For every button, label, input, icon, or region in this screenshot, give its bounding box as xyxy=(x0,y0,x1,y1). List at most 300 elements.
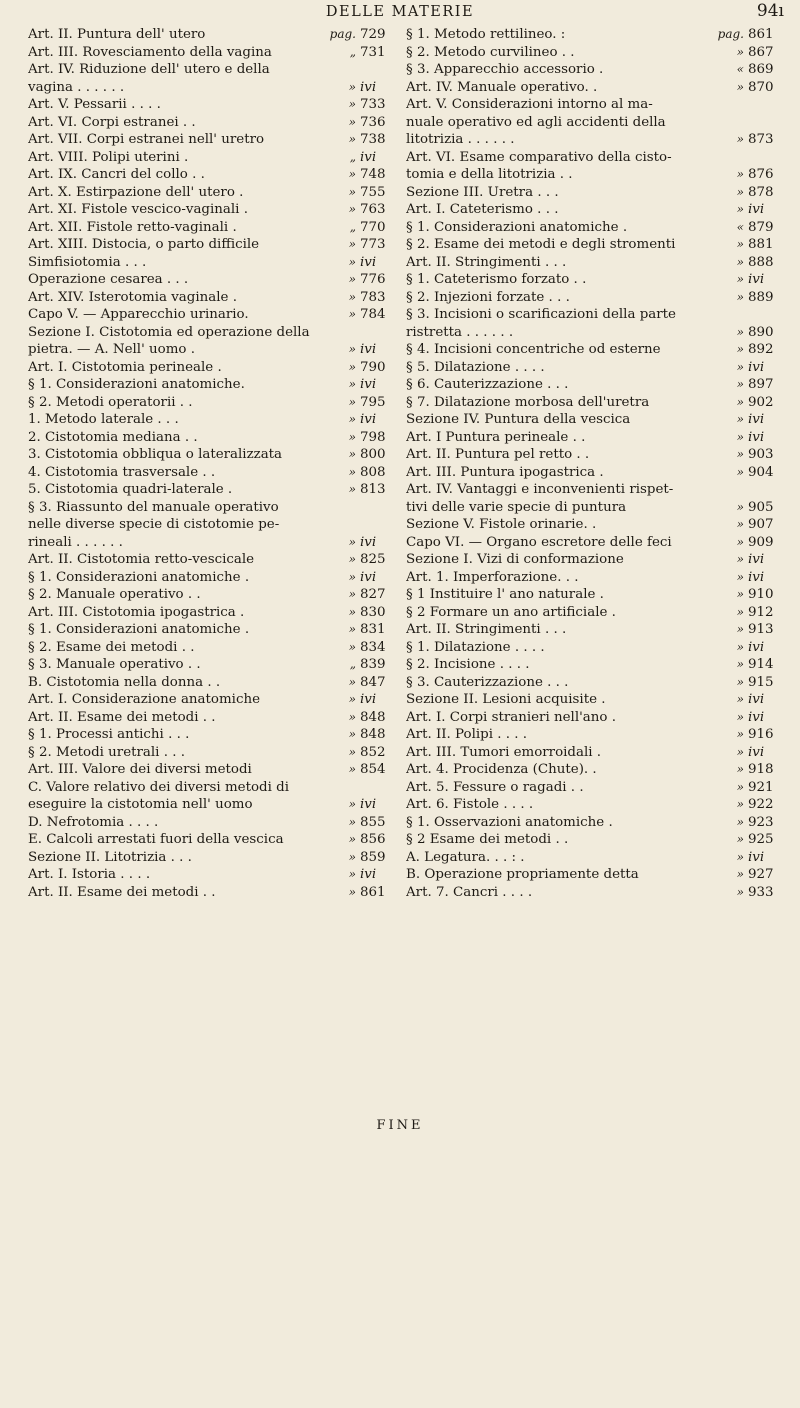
entry-page-ref xyxy=(710,866,776,884)
entry-title: Art. II. Polipi . . . . xyxy=(406,727,528,742)
entry-title: § 2. Metodi uretrali . . . xyxy=(28,744,185,760)
ditto-mark: » xyxy=(736,657,744,671)
page-number-ref: 813 xyxy=(360,482,386,497)
entry-page-ref xyxy=(710,341,776,359)
ditto-mark: » xyxy=(348,464,356,479)
page-number-ref: 852 xyxy=(360,744,386,760)
page-number-ref: ivi xyxy=(748,412,765,427)
page-number-ref: 921 xyxy=(748,779,774,795)
page-number-ref: ivi xyxy=(360,569,377,585)
index-entry xyxy=(406,131,776,149)
entry-page-ref xyxy=(710,446,776,464)
entry-title: Art. III. Valore dei diversi metodi xyxy=(28,762,252,777)
entry-page-ref xyxy=(710,569,776,587)
index-entry xyxy=(28,674,388,692)
entry-title: 2. Cistotomia mediana . . xyxy=(28,429,198,445)
entry-page-ref xyxy=(710,814,776,832)
entry-title: Art. XII. Fistole retto-vaginali . xyxy=(28,219,237,235)
page-number-ref: ivi xyxy=(360,867,377,882)
page-number-ref: 798 xyxy=(360,429,386,445)
entry-page-ref xyxy=(710,849,776,867)
entry-title: B. Cistotomia nella donna . . xyxy=(28,674,221,690)
page-number-ref: 731 xyxy=(360,44,386,60)
ditto-mark: » xyxy=(736,569,744,584)
page-number-ref: 848 xyxy=(360,709,386,725)
entry-title: Art. VII. Corpi estranei nell' uretro xyxy=(28,132,265,147)
entry-title: A. Legatura. . . : . xyxy=(406,849,525,865)
entry-title: rineali . . . . . . xyxy=(28,534,123,550)
ditto-mark: » xyxy=(736,622,744,636)
index-entry xyxy=(28,394,388,412)
page-number-ref: 839 xyxy=(360,657,386,672)
index-entry xyxy=(28,796,388,814)
page-number-ref: 855 xyxy=(360,814,386,830)
entry-title: § 2 Esame dei metodi . . xyxy=(406,832,569,847)
ditto-mark: » xyxy=(348,797,356,811)
page-number-ref: 904 xyxy=(748,464,774,480)
index-entry xyxy=(406,26,776,44)
page-number-ref: 755 xyxy=(360,184,386,200)
page-number-ref: ivi xyxy=(748,429,765,445)
entry-page-ref xyxy=(710,604,776,622)
page-number-ref: ivi xyxy=(360,342,377,357)
index-entry xyxy=(28,184,388,202)
index-entry xyxy=(406,849,776,867)
ditto-mark: » xyxy=(348,237,356,251)
index-entry xyxy=(406,761,776,779)
entry-title: Art. I. Corpi stranieri nell'ano . xyxy=(406,709,616,725)
entry-page-ref xyxy=(710,394,776,412)
ditto-mark: » xyxy=(348,867,356,881)
entry-page-ref xyxy=(322,411,388,429)
entry-page-ref xyxy=(710,621,776,639)
entry-page-ref xyxy=(710,464,776,482)
page-number-ref: 923 xyxy=(748,814,774,830)
index-entry xyxy=(406,96,776,114)
index-entry xyxy=(28,604,388,622)
entry-title: 3. Cistotomia obbliqua o lateralizzata xyxy=(28,447,283,462)
ditto-mark: » xyxy=(348,114,356,129)
page-number-ref: ivi xyxy=(748,202,765,217)
ditto-mark: » xyxy=(736,762,744,776)
ditto-mark: „ xyxy=(349,657,356,671)
page-number-ref: 776 xyxy=(360,272,386,287)
entry-page-ref xyxy=(710,761,776,779)
index-entry xyxy=(28,131,388,149)
page-number-ref: 881 xyxy=(748,237,774,252)
entry-title: Simfisiotomia . . . xyxy=(28,254,147,270)
ditto-mark: » xyxy=(348,622,356,636)
entry-page-ref xyxy=(322,26,388,44)
entry-title: Art. II. Cistotomia retto-vescicale xyxy=(28,552,255,567)
page-number-ref: 795 xyxy=(360,394,386,410)
ditto-mark: » xyxy=(348,377,356,391)
index-entry xyxy=(406,44,776,62)
ditto-mark: » xyxy=(736,44,744,59)
entry-title: § 2. Manuale operativo . . xyxy=(28,587,201,602)
page-number-ref: ivi xyxy=(748,272,765,287)
entry-title: B. Operazione propriamente detta xyxy=(406,867,639,882)
index-entry xyxy=(28,306,388,324)
index-entry xyxy=(28,831,388,849)
page-number-ref: 834 xyxy=(360,639,386,655)
index-entry xyxy=(406,219,776,237)
entry-page-ref xyxy=(322,551,388,569)
entry-title: Art. VIII. Polipi uterini . xyxy=(28,149,189,165)
index-column-right xyxy=(406,26,776,901)
entry-title: Art. 5. Fessure o ragadi . . xyxy=(406,779,584,795)
index-entry xyxy=(28,761,388,779)
index-entry xyxy=(406,866,776,884)
ditto-mark: » xyxy=(736,412,744,426)
index-column-left xyxy=(28,26,388,901)
index-entry xyxy=(406,236,776,254)
index-entry xyxy=(28,411,388,429)
entry-title: 5. Cistotomia quadri-laterale . xyxy=(28,482,233,497)
index-entry xyxy=(406,376,776,394)
entry-page-ref xyxy=(322,621,388,639)
ditto-mark: » xyxy=(348,884,356,899)
ditto-mark: » xyxy=(348,429,356,444)
index-entry xyxy=(28,289,388,307)
entry-page-ref xyxy=(322,201,388,219)
page-number-ref: 825 xyxy=(360,552,386,567)
page-number-ref: 847 xyxy=(360,674,386,690)
index-entry xyxy=(406,656,776,674)
page-number-ref: 918 xyxy=(748,762,774,777)
entry-title: Sezione IV. Puntura della vescica xyxy=(406,412,631,427)
page-number-ref: 914 xyxy=(748,657,774,672)
page-number-ref: 854 xyxy=(360,762,386,777)
page-number: 94ı xyxy=(756,1,784,21)
entry-title: 4. Cistotomia trasversale . . xyxy=(28,464,216,480)
page-number-ref: 869 xyxy=(748,62,774,77)
entry-title: ristretta . . . . . . xyxy=(406,324,514,340)
ditto-mark: » xyxy=(348,307,356,321)
ditto-mark: » xyxy=(348,727,356,741)
ditto-mark: » xyxy=(348,814,356,829)
index-entry xyxy=(406,621,776,639)
entry-page-ref xyxy=(322,394,388,412)
page-number-ref: 856 xyxy=(360,832,386,847)
entry-title: § 1. Considerazioni anatomiche . xyxy=(28,569,250,585)
entry-page-ref xyxy=(710,184,776,202)
page-number-ref: 830 xyxy=(360,604,386,620)
index-entry xyxy=(406,691,776,709)
page-number-ref: 736 xyxy=(360,114,386,130)
index-entry xyxy=(28,166,388,184)
entry-page-ref xyxy=(322,44,388,62)
ditto-mark: » xyxy=(736,534,744,549)
entry-title: Sezione III. Uretra . . . xyxy=(406,184,559,200)
index-entry xyxy=(28,341,388,359)
entry-page-ref xyxy=(710,201,776,219)
index-entry xyxy=(28,551,388,569)
entry-page-ref xyxy=(710,166,776,184)
entry-page-ref xyxy=(710,779,776,797)
index-entry xyxy=(406,499,776,517)
entry-title: Art. II. Esame dei metodi . . xyxy=(28,709,216,725)
ditto-mark: » xyxy=(348,97,356,111)
entry-title: Art. II. Stringimenti . . . xyxy=(406,254,567,270)
page-number-ref: 861 xyxy=(748,27,774,42)
ditto-mark: » xyxy=(736,237,744,251)
index-entry xyxy=(28,324,388,342)
entry-title: § 3. Riassunto del manuale operativo xyxy=(28,499,279,515)
ditto-mark: » xyxy=(736,394,744,409)
ditto-mark: » xyxy=(736,674,744,689)
ditto-mark: „ xyxy=(349,149,356,164)
entry-title: Art. I. Istoria . . . . xyxy=(28,867,151,882)
entry-page-ref xyxy=(710,324,776,342)
ditto-mark: » xyxy=(736,639,744,654)
index-entry xyxy=(406,464,776,482)
entry-page-ref xyxy=(710,639,776,657)
page-number-ref: ivi xyxy=(748,359,765,375)
index-entry xyxy=(406,674,776,692)
ditto-mark: » xyxy=(736,587,744,601)
entry-title: § 1. Considerazioni anatomiche . xyxy=(406,219,628,235)
entry-page-ref xyxy=(710,551,776,569)
ditto-mark: » xyxy=(348,587,356,601)
page-number-ref: 729 xyxy=(360,27,386,42)
entry-page-ref xyxy=(322,271,388,289)
entry-title: Art. I. Cateterismo . . . xyxy=(406,202,559,217)
entry-title: Art. XIII. Distocia, o parto difficile xyxy=(28,237,260,252)
page-number-ref: ivi xyxy=(748,849,765,865)
ditto-mark: » xyxy=(736,709,744,724)
index-entry xyxy=(28,429,388,447)
entry-page-ref xyxy=(322,149,388,167)
entry-page-ref xyxy=(322,166,388,184)
entry-title: § 2 Formare un ano artificiale . xyxy=(406,604,616,620)
entry-page-ref xyxy=(710,499,776,517)
ditto-mark: » xyxy=(348,132,356,146)
entry-page-ref xyxy=(322,639,388,657)
ditto-mark: » xyxy=(736,727,744,741)
ditto-mark: » xyxy=(736,359,744,374)
entry-title: § 1. Processi antichi . . . xyxy=(28,727,190,742)
ditto-mark: « xyxy=(736,219,744,234)
entry-title: Art. VI. Esame comparativo della cisto- xyxy=(406,149,672,165)
page-number-ref: ivi xyxy=(360,692,377,707)
ditto-mark: pag. xyxy=(717,27,744,41)
page-number-ref: 933 xyxy=(748,884,774,900)
index-entry xyxy=(406,586,776,604)
index-entry xyxy=(28,656,388,674)
index-entry xyxy=(406,394,776,412)
entry-title: tivi delle varie specie di puntura xyxy=(406,499,627,515)
entry-page-ref xyxy=(322,761,388,779)
index-entry xyxy=(28,359,388,377)
entry-page-ref xyxy=(322,866,388,884)
ditto-mark: » xyxy=(348,79,356,94)
entry-title: Art. X. Estirpazione dell' utero . xyxy=(28,184,244,200)
entry-title: § 1 Instituire l' ano naturale . xyxy=(406,587,604,602)
entry-title: § 1. Considerazioni anatomiche. xyxy=(28,377,245,392)
index-entry xyxy=(28,814,388,832)
entry-page-ref xyxy=(322,481,388,499)
page-number-ref: 889 xyxy=(748,289,774,305)
entry-page-ref xyxy=(710,709,776,727)
entry-page-ref xyxy=(710,691,776,709)
ditto-mark: » xyxy=(736,884,744,899)
entry-title: § 3. Apparecchio accessorio . xyxy=(406,62,604,77)
entry-title: § 2. Metodi operatorii . . xyxy=(28,394,193,410)
entry-page-ref xyxy=(322,464,388,482)
entry-title: tomia e della litotrizia . . xyxy=(406,167,573,182)
page-number-ref: ivi xyxy=(748,569,765,585)
page-number-ref: 831 xyxy=(360,622,386,637)
page-number-ref: 922 xyxy=(748,797,774,812)
entry-title: Art. V. Pessarii . . . . xyxy=(28,97,161,112)
index-entry xyxy=(406,481,776,499)
entry-title: § 1. Metodo rettilineo. : xyxy=(406,27,566,42)
entry-title: Art. IX. Cancri del collo . . xyxy=(28,167,205,182)
page-number-ref: 783 xyxy=(360,289,386,305)
index-entry xyxy=(406,341,776,359)
page-number-ref: 912 xyxy=(748,604,774,620)
index-entry xyxy=(406,831,776,849)
ditto-mark: » xyxy=(348,552,356,566)
entry-page-ref xyxy=(710,254,776,272)
page-number-ref: 905 xyxy=(748,499,774,515)
page-number-ref: 879 xyxy=(748,219,774,235)
index-entry xyxy=(406,884,776,902)
entry-page-ref xyxy=(322,289,388,307)
index-entry xyxy=(28,516,388,534)
page-number-ref: 915 xyxy=(748,674,774,690)
index-entry xyxy=(28,481,388,499)
page-number-ref: 748 xyxy=(360,167,386,182)
entry-title: Art. 7. Cancri . . . . xyxy=(406,884,533,900)
page-number-ref: ivi xyxy=(360,534,377,550)
entry-page-ref xyxy=(322,96,388,114)
entry-page-ref xyxy=(710,516,776,534)
index-entry xyxy=(406,429,776,447)
entry-page-ref xyxy=(322,534,388,552)
entry-page-ref xyxy=(322,376,388,394)
entry-page-ref xyxy=(322,359,388,377)
index-entry xyxy=(406,271,776,289)
entry-page-ref xyxy=(710,131,776,149)
index-entry xyxy=(28,621,388,639)
ditto-mark: » xyxy=(348,744,356,759)
index-entry xyxy=(28,849,388,867)
index-entry xyxy=(406,411,776,429)
index-entry xyxy=(406,726,776,744)
entry-title: Art. III. Tumori emorroidali . xyxy=(406,744,602,760)
entry-title: Art. I. Cistotomia perineale . xyxy=(28,359,222,375)
index-entry xyxy=(28,254,388,272)
index-entry xyxy=(406,709,776,727)
page-number-ref: 733 xyxy=(360,97,386,112)
page-number-ref: 925 xyxy=(748,832,774,847)
entry-title: § 1. Dilatazione . . . . xyxy=(406,639,545,655)
index-entry xyxy=(28,691,388,709)
entry-title: § 1. Considerazioni anatomiche . xyxy=(28,622,250,637)
index-entry xyxy=(406,306,776,324)
entry-title: § 1. Cateterismo forzato . . xyxy=(406,272,587,287)
entry-page-ref xyxy=(322,446,388,464)
entry-title: § 2. Metodo curvilineo . . xyxy=(406,44,575,60)
index-entry xyxy=(406,516,776,534)
index-entry xyxy=(28,639,388,657)
entry-title: E. Calcoli arrestati fuori della vescica xyxy=(28,832,284,847)
page-number-ref: 861 xyxy=(360,884,386,900)
entry-page-ref xyxy=(710,744,776,762)
ditto-mark: » xyxy=(348,762,356,776)
entry-title: Art. III. Puntura ipogastrica . xyxy=(406,464,604,480)
page-number-ref: ivi xyxy=(748,744,765,760)
entry-page-ref xyxy=(322,884,388,902)
entry-page-ref xyxy=(322,726,388,744)
index-entry xyxy=(406,254,776,272)
ditto-mark: » xyxy=(736,79,744,94)
page-number-ref: ivi xyxy=(748,552,765,567)
entry-title: § 5. Dilatazione . . . . xyxy=(406,359,545,375)
page-number-ref: 867 xyxy=(748,44,774,60)
entry-title: Capo VI. — Organo escretore delle feci xyxy=(406,534,672,550)
entry-title: Art. V. Considerazioni intorno al ma- xyxy=(406,97,653,112)
ditto-mark: » xyxy=(736,814,744,829)
entry-page-ref xyxy=(322,236,388,254)
page-number-ref: 827 xyxy=(360,587,386,602)
index-entry xyxy=(406,779,776,797)
entry-title: Art. I Puntura perineale . . xyxy=(406,429,586,445)
entry-page-ref xyxy=(710,376,776,394)
entry-page-ref xyxy=(322,656,388,674)
entry-title: Art. IV. Manuale operativo. . xyxy=(406,79,598,95)
entry-page-ref xyxy=(322,849,388,867)
ditto-mark: » xyxy=(736,184,744,199)
index-entry xyxy=(28,114,388,132)
entry-page-ref xyxy=(322,306,388,324)
page-number-ref: ivi xyxy=(748,692,765,707)
page-number-ref: 876 xyxy=(748,167,774,182)
entry-title: Art. II. Esame dei metodi . . xyxy=(28,884,216,900)
entry-title: Sezione V. Fistole orinarie. . xyxy=(406,517,597,532)
entry-title: pietra. — A. Nell' uomo . xyxy=(28,342,195,357)
entry-page-ref xyxy=(710,26,776,44)
entry-page-ref xyxy=(322,219,388,237)
entry-title: Art. III. Rovesciamento della vagina xyxy=(28,44,272,60)
page-number-ref: 897 xyxy=(748,377,774,392)
entry-title: § 2. Esame dei metodi e degli stromenti xyxy=(406,237,676,252)
entry-page-ref xyxy=(322,254,388,272)
entry-page-ref xyxy=(322,674,388,692)
entry-page-ref xyxy=(322,709,388,727)
ditto-mark: » xyxy=(348,202,356,216)
entry-page-ref xyxy=(322,131,388,149)
entry-title: § 2. Injezioni forzate . . . xyxy=(406,289,570,305)
ditto-mark: » xyxy=(736,744,744,759)
ditto-mark: » xyxy=(348,167,356,181)
page-number-ref: 888 xyxy=(748,254,774,270)
finis: FINE xyxy=(376,1118,424,1133)
entry-page-ref xyxy=(322,814,388,832)
entry-page-ref xyxy=(710,586,776,604)
page-number-ref: 773 xyxy=(360,237,386,252)
entry-title: nelle diverse specie di cistotomie pe- xyxy=(28,517,280,532)
entry-title: Art. IV. Vantaggi e inconvenienti rispet- xyxy=(406,482,674,497)
index-entry xyxy=(406,744,776,762)
entry-title: Art. 4. Procidenza (Chute). . xyxy=(406,762,597,777)
ditto-mark: » xyxy=(736,517,744,531)
entry-title: § 3. Incisioni o scarificazioni della parte xyxy=(406,307,676,322)
index-entry xyxy=(28,236,388,254)
ditto-mark: » xyxy=(348,447,356,461)
